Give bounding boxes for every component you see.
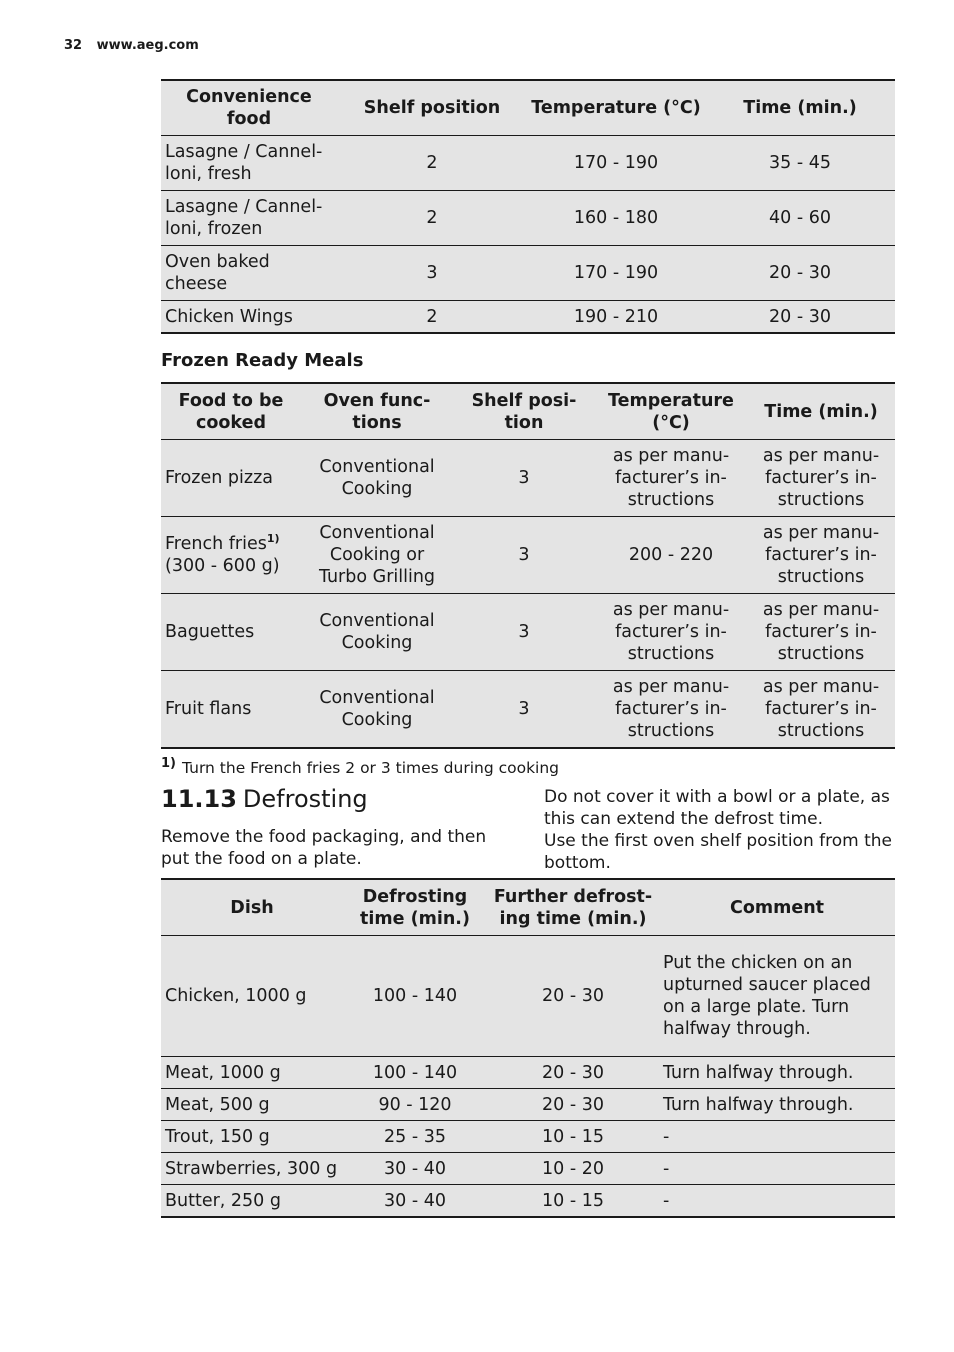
table-cell: 3 <box>453 517 595 594</box>
table-cell: 170 - 190 <box>527 136 705 191</box>
table-row <box>161 594 895 671</box>
section-title <box>161 785 368 813</box>
frozen-ready-meals-table <box>161 382 895 749</box>
footnote <box>161 756 559 777</box>
table-cell: 10 - 15 <box>487 1185 659 1218</box>
table-cell: 3 <box>453 440 595 517</box>
table-cell: - <box>659 1185 895 1218</box>
table-cell: Oven baked cheese <box>161 246 337 301</box>
table-cell: 3 <box>453 594 595 671</box>
table-cell: - <box>659 1153 895 1185</box>
table-cell: 2 <box>337 301 527 334</box>
table-row <box>161 440 895 517</box>
table-cell: Meat, 500 g <box>161 1089 343 1121</box>
food-weight: (300 - 600 g) <box>165 556 280 576</box>
table-header-row <box>161 80 895 136</box>
footnote-mark: 1) <box>161 756 176 771</box>
page-number: 32 <box>64 38 83 53</box>
table-cell: 30 - 40 <box>343 1153 487 1185</box>
food-name: French fries <box>165 534 267 554</box>
footnote-reference: 1) <box>266 532 280 546</box>
table-cell: Fruit flans <box>161 671 301 749</box>
table-cell: 10 - 20 <box>487 1153 659 1185</box>
column-header: Oven func-tions <box>301 383 453 440</box>
table-row <box>161 1057 895 1089</box>
table-cell: 160 - 180 <box>527 191 705 246</box>
table-cell-french-fries <box>161 517 301 594</box>
table-cell: Conventional Cooking <box>301 594 453 671</box>
table-cell: 20 - 30 <box>705 301 895 334</box>
column-header: Convenience food <box>161 80 337 136</box>
column-header: Time (min.) <box>747 383 895 440</box>
table-row <box>161 136 895 191</box>
table-cell: Baguettes <box>161 594 301 671</box>
column-header: Further defrost-ing time (min.) <box>487 879 659 936</box>
table-cell: as per manu-facturer’s in-structions <box>747 517 895 594</box>
table-cell: Chicken, 1000 g <box>161 936 343 1057</box>
column-header: Food to be cooked <box>161 383 301 440</box>
table-cell: 20 - 30 <box>487 936 659 1057</box>
table-cell: 30 - 40 <box>343 1185 487 1218</box>
website-link[interactable]: www.aeg.com <box>96 38 199 53</box>
table-cell: Conventional Cooking <box>301 671 453 749</box>
table-cell: 190 - 210 <box>527 301 705 334</box>
table-row <box>161 191 895 246</box>
table-row <box>161 936 895 1057</box>
table-cell: Conventional Cooking <box>301 440 453 517</box>
table-row <box>161 246 895 301</box>
table-cell: Trout, 150 g <box>161 1121 343 1153</box>
column-header: Shelf position <box>337 80 527 136</box>
table-row <box>161 1089 895 1121</box>
table-cell: Meat, 1000 g <box>161 1057 343 1089</box>
table-row <box>161 1121 895 1153</box>
table-cell: 40 - 60 <box>705 191 895 246</box>
column-header: Time (min.) <box>705 80 895 136</box>
column-header: Temperature (°C) <box>527 80 705 136</box>
table-cell: 20 - 30 <box>487 1089 659 1121</box>
column-header: Dish <box>161 879 343 936</box>
section-number: 11.13 <box>161 785 237 813</box>
table-cell: 3 <box>453 671 595 749</box>
column-header: Temperature (°C) <box>595 383 747 440</box>
table-header-row <box>161 879 895 936</box>
table-cell: - <box>659 1121 895 1153</box>
column-header: Comment <box>659 879 895 936</box>
table-cell: 10 - 15 <box>487 1121 659 1153</box>
page-header <box>64 38 199 53</box>
table-cell: 100 - 140 <box>343 936 487 1057</box>
table-cell: Butter, 250 g <box>161 1185 343 1218</box>
table-cell: 20 - 30 <box>487 1057 659 1089</box>
table-header-row <box>161 383 895 440</box>
table-cell: Frozen pizza <box>161 440 301 517</box>
table-cell: Put the chicken on an upturned saucer placed on a large plate. Turn halfway through. <box>659 936 895 1057</box>
table-cell: as per manu-facturer’s in-structions <box>595 594 747 671</box>
table-row <box>161 671 895 749</box>
table-cell: as per manu-facturer’s in-structions <box>747 440 895 517</box>
column-header: Shelf posi-tion <box>453 383 595 440</box>
table-cell: 25 - 35 <box>343 1121 487 1153</box>
table-cell: 3 <box>337 246 527 301</box>
table-row <box>161 1153 895 1185</box>
table-cell: 35 - 45 <box>705 136 895 191</box>
footnote-text: Turn the French fries 2 or 3 times during cooking <box>182 759 560 778</box>
table-cell: Turn halfway through. <box>659 1089 895 1121</box>
table-cell: as per manu-facturer’s in-structions <box>747 671 895 749</box>
intro-note: Do not cover it with a bowl or a plate, as this can extend the defrost time. <box>544 787 890 829</box>
table-cell: 100 - 140 <box>343 1057 487 1089</box>
table-cell: 90 - 120 <box>343 1089 487 1121</box>
defrosting-table <box>161 878 895 1218</box>
intro-note: Use the first oven shelf position from the bottom. <box>544 831 892 873</box>
table-cell: 20 - 30 <box>705 246 895 301</box>
table-cell: 170 - 190 <box>527 246 705 301</box>
table-row <box>161 301 895 334</box>
column-header: Defrosting time (min.) <box>343 879 487 936</box>
table-cell: Lasagne / Cannel-loni, fresh <box>161 136 337 191</box>
table-cell: 200 - 220 <box>595 517 747 594</box>
table-cell: as per manu-facturer’s in-structions <box>747 594 895 671</box>
table-cell: Chicken Wings <box>161 301 337 334</box>
table-cell: Strawberries, 300 g <box>161 1153 343 1185</box>
table-cell: as per manu-facturer’s in-structions <box>595 671 747 749</box>
intro-notes <box>544 786 896 874</box>
intro-paragraph: Remove the food packaging, and then put the food on a plate. <box>161 827 487 869</box>
table-cell: 2 <box>337 191 527 246</box>
section-name: Defrosting <box>242 785 368 813</box>
frozen-ready-meals-heading: Frozen Ready Meals <box>161 350 364 371</box>
table-cell: Lasagne / Cannel-loni, frozen <box>161 191 337 246</box>
table-row <box>161 1185 895 1218</box>
convenience-food-table <box>161 79 895 334</box>
table-cell: 2 <box>337 136 527 191</box>
table-cell: Turn halfway through. <box>659 1057 895 1089</box>
table-cell: Conventional Cooking or Turbo Grilling <box>301 517 453 594</box>
table-cell: as per manu-facturer’s in-structions <box>595 440 747 517</box>
table-row <box>161 517 895 594</box>
